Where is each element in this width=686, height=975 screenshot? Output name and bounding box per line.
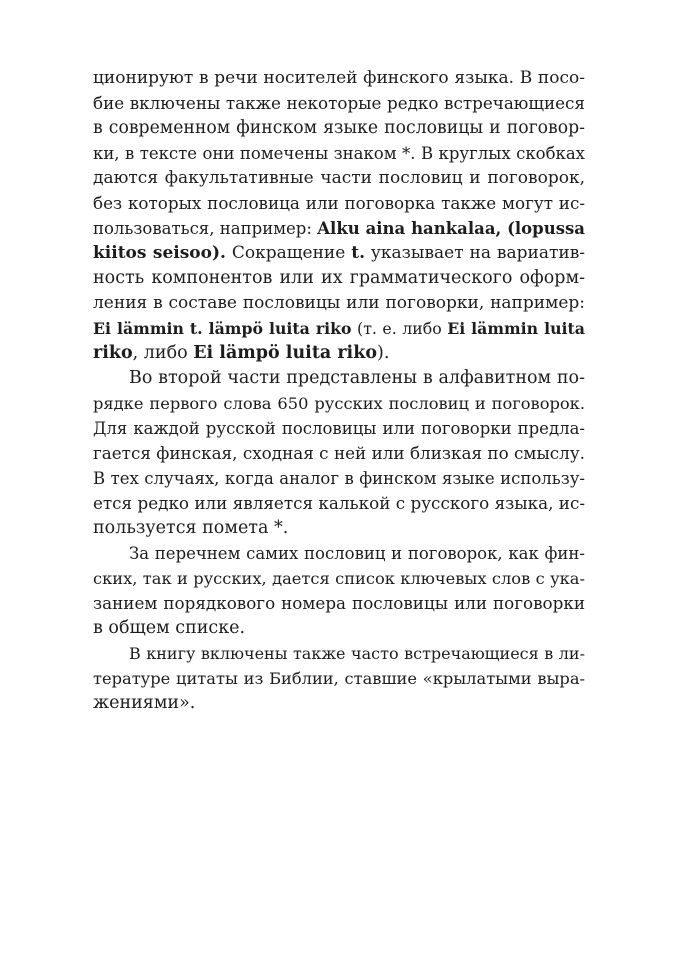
text-line: kiitos seisoo). Сокращение t. указывает на вариатив- (93, 243, 585, 263)
text-line: ления в составе пословицы или поговорки, например: (93, 293, 585, 313)
text-line: занием порядкового номера пословицы или поговорки (93, 593, 585, 613)
text-line: riko, либо Ei lämpö luita riko). (93, 343, 390, 363)
text-line: Во второй части представлены в алфавитном по- (129, 368, 585, 388)
finnish-example: Ei lämmin luita (447, 319, 585, 338)
text-line: ских, так и русских, дается список ключевых слов с ука- (93, 569, 585, 588)
text-line: гается финская, сходная с ней или близкая по смыслу. (93, 443, 585, 463)
paragraph (93, 541, 585, 641)
text-line: жениями». (93, 693, 196, 713)
text-line: ется редко или является калькой с русского языка, ис- (93, 493, 585, 513)
text-line: даются факультативные части пословиц и поговорок, (93, 168, 585, 188)
paragraph (93, 641, 585, 716)
text-line: в общем списке. (93, 618, 246, 638)
text-line: В книгу включены также часто встречающиеся в ли- (129, 644, 585, 663)
text-line: За перечнем самих пословиц и поговорок, как фин- (129, 544, 585, 563)
text-line: рядке первого слова 650 русских пословиц и поговорок. (93, 394, 585, 413)
finnish-example: riko (93, 343, 133, 363)
abbreviation: t. (351, 243, 365, 263)
finnish-example: kiitos seisoo). (93, 243, 226, 263)
finnish-example: Ei lämmin t. lämpö luita riko (93, 319, 352, 338)
text-line: тературе цитаты из Библии, ставшие «крылатыми выра- (93, 669, 585, 688)
finnish-example: Alku aina hankalaa, (lopussa (317, 219, 585, 238)
finnish-example: Ei lämpö luita riko (193, 343, 378, 363)
book-page-text (93, 66, 585, 716)
text-line: без которых пословица или поговорка также могут ис- (93, 193, 585, 213)
paragraph (93, 66, 585, 366)
text-line: ционируют в речи носителей финского языка. В посо- (93, 68, 585, 88)
text-line: В тех случаях, когда аналог в финском языке использу- (93, 469, 585, 488)
text-line: Ei lämmin t. lämpö luita riko (т. е. либо Ei lämmin luita (93, 319, 585, 338)
text-line: пользуется помета *. (93, 518, 289, 538)
text-line: Для каждой русской пословицы или поговорки предла- (93, 419, 585, 438)
text-line: ность компонентов или их грамматического оформ- (93, 268, 585, 288)
text-line: бие включены также некоторые редко встречающиеся (93, 93, 585, 113)
text-line: пользоваться, например: Alku aina hankalaa, (lopussa (93, 219, 585, 238)
paragraph (93, 366, 585, 541)
text-line: ки, в тексте они помечены знаком *. В круглых скобках (93, 144, 585, 163)
text-line: в современном финском языке пословицы и поговор- (93, 118, 585, 138)
